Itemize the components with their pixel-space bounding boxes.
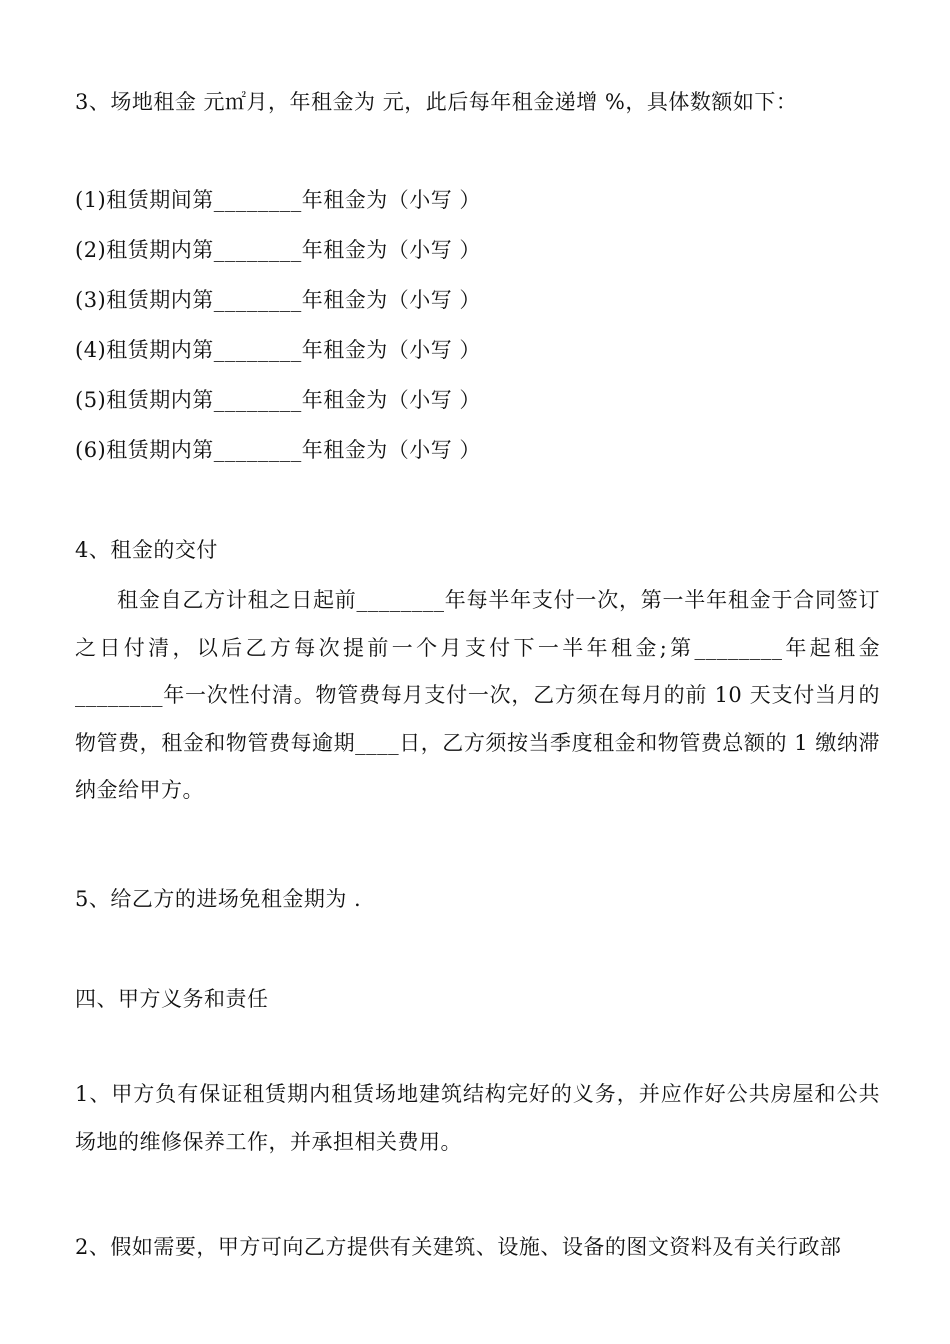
clause-4-heading: 4、租金的交付 [75, 538, 218, 562]
clause-4-body: 租金自乙方计租之日起前________年每半年支付一次，第一半年租金于合同签订之日付清，以后乙方每次提前一个月支付下一半年租金;第________年起租金________年一次性付清。物管费每月支付一次，乙方须在每月的前 10 天支付当月的物管费，租金和物管费每逾期____日，乙方须按当季度租金和物管费总额的 1 缴纳滞纳金给甲方。 [75, 588, 880, 802]
clause-5-text: 5、给乙方的进场免租金期为 . [75, 887, 362, 911]
section-4-item-1: 1、甲方负有保证租赁期内租赁场地建筑结构完好的义务，并应作好公共房屋和公共场地的维修保养工作，并承担相关费用。 [75, 1082, 880, 1154]
rent-item-3: (3)租赁期内第________年租金为（小写 ） [75, 288, 481, 312]
rent-item-1: (1)租赁期间第________年租金为（小写 ） [75, 188, 481, 212]
section-4-item-2: 2、假如需要，甲方可向乙方提供有关建筑、设施、设备的图文资料及有关行政部 [75, 1235, 842, 1259]
rent-item-5: (5)租赁期内第________年租金为（小写 ） [75, 388, 481, 412]
rent-item-2: (2)租赁期内第________年租金为（小写 ） [75, 238, 481, 262]
rent-item-6: (6)租赁期内第________年租金为（小写 ） [75, 438, 481, 462]
rent-item-4: (4)租赁期内第________年租金为（小写 ） [75, 338, 481, 362]
section-4-heading: 四、甲方义务和责任 [75, 987, 269, 1011]
clause-3-heading: 3、场地租金 元㎡月，年租金为 元，此后每年租金递增 %，具体数额如下： [75, 90, 798, 114]
